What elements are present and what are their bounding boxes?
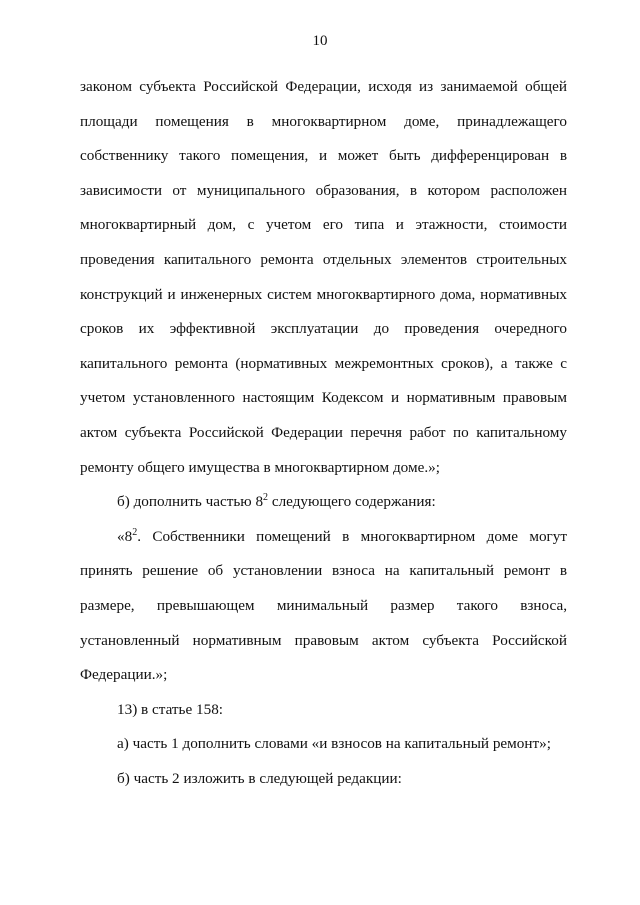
paragraph-item-b-add-part	[80, 485, 567, 520]
paragraph-item-b-part-2: б) часть 2 изложить в следующей редакции:	[117, 769, 402, 787]
paragraph-item-a: а) часть 1 дополнить словами «и взносов на капитальный ремонт»;	[117, 735, 551, 753]
superscript: 2	[132, 526, 138, 538]
page-number: 10	[312, 33, 328, 49]
paragraph-text: . Собственники помещений в многоквартирном доме могут принять решение об установлении взноса на капитальный ремонт в размере, превышающем минимальный размер такого взноса, установленный нормативным правовым актом субъекта Российской Федерации.»;	[80, 527, 567, 684]
paragraph-item-13: 13) в статье 158:	[117, 700, 224, 718]
paragraph-text: «8	[117, 527, 133, 545]
paragraph-part-8-2	[80, 520, 567, 693]
paragraph-continued-text: законом субъекта Российской Федерации, исходя из занимаемой общей площади помещения в многоквартирном доме, принадлежащего собственнику такого помещения, и может быть дифференцирован в зависимости от муниципального образования, в котором расположен многоквартирный дом, с учетом его типа и этажности, стоимости проведения капитального ремонта отдельных элементов строительных конструкций и инженерных систем многоквартирного дома, нормативных сроков их эффективной эксплуатации до проведения очередного капитального ремонта (нормативных межремонтных сроков), а также с учетом установленного настоящим Кодексом и нормативным правовым актом субъекта Российской Федерации перечня работ по капитальному ремонту общего имущества в многоквартирном доме.»;	[80, 78, 567, 476]
paragraph-text: б) дополнить частью 8	[117, 493, 264, 511]
superscript: 2	[263, 492, 269, 504]
paragraph-text: следующего содержания:	[268, 493, 436, 511]
document-body	[80, 70, 567, 796]
